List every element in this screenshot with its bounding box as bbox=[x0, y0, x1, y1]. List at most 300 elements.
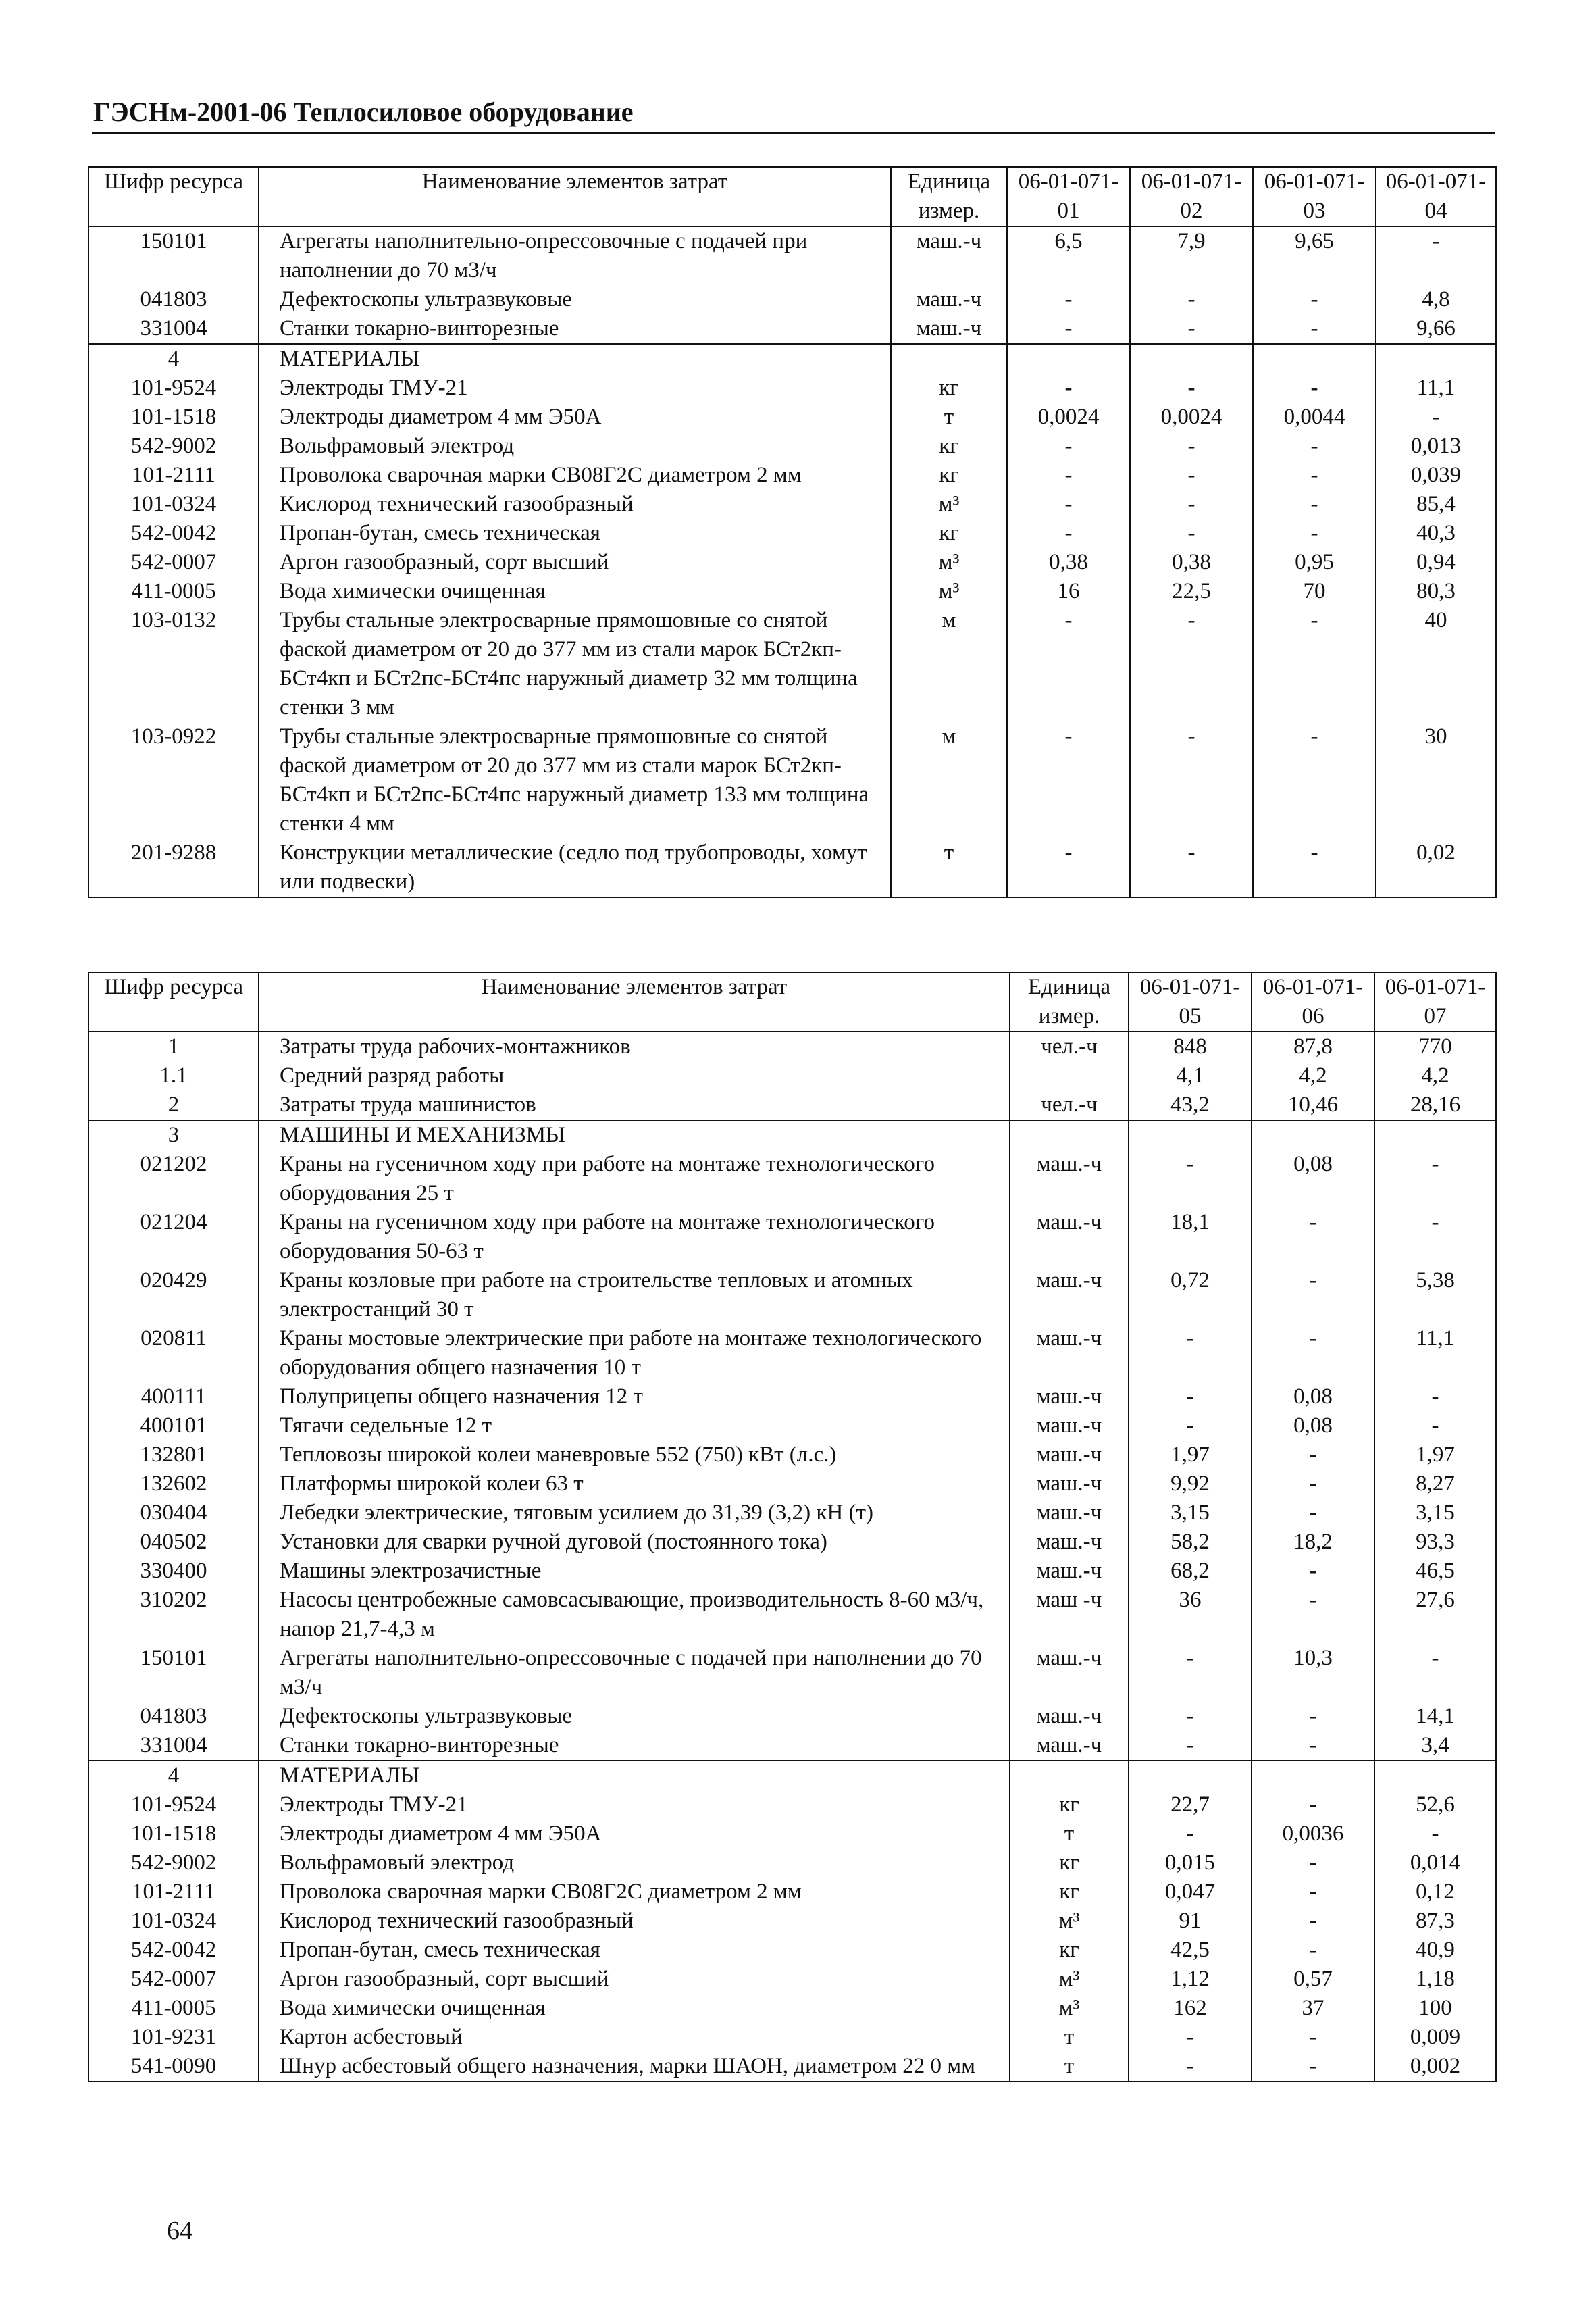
resource-name: Аргон газообразный, сорт высший bbox=[259, 548, 891, 577]
value-cell: 91 bbox=[1129, 1907, 1252, 1936]
table-row bbox=[88, 1499, 1496, 1528]
resource-code: 542-0042 bbox=[88, 1936, 259, 1965]
header-col-4: 06-01-071-04 bbox=[1376, 167, 1496, 226]
value-cell: - bbox=[1252, 2052, 1374, 2082]
value-cell: - bbox=[1252, 1936, 1374, 1965]
value-cell: - bbox=[1130, 838, 1253, 897]
resource-name: Конструкции металлические (седло под трубопроводы, хомут или подвески) bbox=[259, 838, 891, 897]
resource-code: 310202 bbox=[88, 1586, 259, 1644]
value-cell: 0,72 bbox=[1129, 1266, 1252, 1324]
header-col-6: 06-01-071-06 bbox=[1252, 972, 1374, 1032]
value-cell: - bbox=[1252, 1557, 1374, 1586]
value-cell: - bbox=[1253, 374, 1376, 403]
value-cell: - bbox=[1252, 1324, 1374, 1382]
table-row bbox=[88, 1208, 1496, 1266]
resource-name: Агрегаты наполнительно-опрессовочные с подачей при наполнении до 70 м3/ч bbox=[259, 226, 891, 285]
resource-code: 101-1518 bbox=[88, 1819, 259, 1848]
value-cell: - bbox=[1252, 1702, 1374, 1731]
value-cell: - bbox=[1253, 314, 1376, 344]
value-cell: - bbox=[1252, 1499, 1374, 1528]
value-cell: - bbox=[1130, 314, 1253, 344]
table-row bbox=[88, 1644, 1496, 1702]
value-cell: - bbox=[1374, 1644, 1496, 1702]
value-cell: 93,3 bbox=[1374, 1528, 1496, 1557]
value-cell bbox=[1253, 344, 1376, 374]
unit: кг bbox=[891, 519, 1007, 548]
table-row bbox=[88, 1150, 1496, 1208]
value-cell: - bbox=[1253, 432, 1376, 461]
value-cell: 3,4 bbox=[1374, 1731, 1496, 1761]
value-cell: - bbox=[1253, 838, 1376, 897]
unit: т bbox=[1010, 2023, 1129, 2052]
unit: маш.-ч bbox=[891, 226, 1007, 285]
value-cell: - bbox=[1374, 1382, 1496, 1411]
unit: т bbox=[1010, 2052, 1129, 2082]
table-row bbox=[88, 1411, 1496, 1440]
value-cell bbox=[1129, 1120, 1252, 1150]
table-row bbox=[88, 1090, 1496, 1120]
resource-table-2 bbox=[88, 972, 1497, 2082]
table-row bbox=[88, 1557, 1496, 1586]
value-cell: - bbox=[1130, 490, 1253, 519]
unit: кг bbox=[891, 374, 1007, 403]
value-cell: - bbox=[1130, 519, 1253, 548]
resource-code: 020429 bbox=[88, 1266, 259, 1324]
table-row bbox=[88, 1440, 1496, 1469]
header-col-1: 06-01-071-01 bbox=[1007, 167, 1130, 226]
value-cell: 18,1 bbox=[1129, 1208, 1252, 1266]
unit: маш.-ч bbox=[1010, 1382, 1129, 1411]
value-cell bbox=[1007, 344, 1130, 374]
value-cell: 36 bbox=[1129, 1586, 1252, 1644]
resource-name: Краны на гусеничном ходу при работе на монтаже технологического оборудования 50-63 т bbox=[259, 1208, 1010, 1266]
value-cell: 0,02 bbox=[1376, 838, 1496, 897]
table-row bbox=[88, 519, 1496, 548]
resource-name: Затраты труда машинистов bbox=[259, 1090, 1010, 1120]
value-cell: 1,12 bbox=[1129, 1965, 1252, 1994]
resource-name: Станки токарно-винторезные bbox=[259, 314, 891, 344]
value-cell: 42,5 bbox=[1129, 1936, 1252, 1965]
value-cell: 85,4 bbox=[1376, 490, 1496, 519]
value-cell: - bbox=[1129, 1324, 1252, 1382]
resource-name: Электроды ТМУ-21 bbox=[259, 1790, 1010, 1819]
value-cell: - bbox=[1130, 606, 1253, 722]
header-unit: Единица измер. bbox=[1010, 972, 1129, 1032]
resource-name: Насосы центробежные самовсасывающие, производительность 8-60 м3/ч, напор 21,7-4,3 м bbox=[259, 1586, 1010, 1644]
table-row bbox=[88, 1032, 1496, 1061]
table-row bbox=[88, 314, 1496, 344]
value-cell: 0,08 bbox=[1252, 1382, 1374, 1411]
unit: маш.-ч bbox=[1010, 1644, 1129, 1702]
value-cell: - bbox=[1252, 1208, 1374, 1266]
resource-name: Вольфрамовый электрод bbox=[259, 1848, 1010, 1878]
table-row bbox=[88, 838, 1496, 897]
unit: маш.-ч bbox=[1010, 1499, 1129, 1528]
resource-code: 542-0007 bbox=[88, 1965, 259, 1994]
resource-name: Кислород технический газообразный bbox=[259, 490, 891, 519]
value-cell: - bbox=[1253, 490, 1376, 519]
value-cell: 37 bbox=[1252, 1994, 1374, 2023]
resource-name: Лебедки электрические, тяговым усилием до 31,39 (3,2) кН (т) bbox=[259, 1499, 1010, 1528]
table-row bbox=[88, 1965, 1496, 1994]
value-cell bbox=[1129, 1761, 1252, 1790]
table-row bbox=[88, 1994, 1496, 2023]
unit: маш.-ч bbox=[891, 285, 1007, 314]
resource-name: Электроды диаметром 4 мм Э50А bbox=[259, 1819, 1010, 1848]
table-row bbox=[88, 1266, 1496, 1324]
value-cell: 0,38 bbox=[1130, 548, 1253, 577]
value-cell: 0,38 bbox=[1007, 548, 1130, 577]
value-cell: 0,0036 bbox=[1252, 1819, 1374, 1848]
resource-code: 4 bbox=[88, 344, 259, 374]
resource-code: 030404 bbox=[88, 1499, 259, 1528]
unit: маш.-ч bbox=[1010, 1702, 1129, 1731]
resource-code: 331004 bbox=[88, 314, 259, 344]
resource-code: 4 bbox=[88, 1761, 259, 1790]
value-cell: - bbox=[1130, 285, 1253, 314]
value-cell: 0,009 bbox=[1374, 2023, 1496, 2052]
resource-name: Затраты труда рабочих-монтажников bbox=[259, 1032, 1010, 1061]
unit: м³ bbox=[891, 577, 1007, 606]
resource-name: Картон асбестовый bbox=[259, 2023, 1010, 2052]
header-name: Наименование элементов затрат bbox=[259, 972, 1010, 1032]
unit: кг bbox=[891, 461, 1007, 490]
value-cell: 87,8 bbox=[1252, 1032, 1374, 1061]
value-cell: - bbox=[1253, 606, 1376, 722]
resource-name: Тепловозы широкой колеи маневровые 552 (750) кВт (л.с.) bbox=[259, 1440, 1010, 1469]
page-header: ГЭСНм-2001-06 Теплосиловое оборудование bbox=[93, 97, 634, 127]
table-row bbox=[88, 1848, 1496, 1878]
value-cell: 162 bbox=[1129, 1994, 1252, 2023]
resource-name: Установки для сварки ручной дуговой (постоянного тока) bbox=[259, 1528, 1010, 1557]
value-cell: - bbox=[1376, 226, 1496, 285]
resource-code: 3 bbox=[88, 1120, 259, 1150]
value-cell: 1,18 bbox=[1374, 1965, 1496, 1994]
value-cell: - bbox=[1129, 2052, 1252, 2082]
value-cell bbox=[1376, 344, 1496, 374]
resource-code: 021204 bbox=[88, 1208, 259, 1266]
table-row bbox=[88, 490, 1496, 519]
resource-code: 040502 bbox=[88, 1528, 259, 1557]
value-cell: 14,1 bbox=[1374, 1702, 1496, 1731]
value-cell: - bbox=[1376, 403, 1496, 432]
value-cell: - bbox=[1374, 1411, 1496, 1440]
value-cell: 18,2 bbox=[1252, 1528, 1374, 1557]
unit: м³ bbox=[1010, 1994, 1129, 2023]
resource-code: 1 bbox=[88, 1032, 259, 1061]
value-cell: 9,66 bbox=[1376, 314, 1496, 344]
value-cell: - bbox=[1129, 1150, 1252, 1208]
value-cell: - bbox=[1007, 838, 1130, 897]
table-row bbox=[88, 403, 1496, 432]
value-cell: 1,97 bbox=[1374, 1440, 1496, 1469]
header-col-2: 06-01-071-02 bbox=[1130, 167, 1253, 226]
section-title: МАТЕРИАЛЫ bbox=[259, 344, 891, 374]
value-cell: - bbox=[1007, 314, 1130, 344]
unit: кг bbox=[1010, 1790, 1129, 1819]
value-cell: 11,1 bbox=[1376, 374, 1496, 403]
resource-name: Вода химически очищенная bbox=[259, 1994, 1010, 2023]
unit bbox=[1010, 1120, 1129, 1150]
value-cell bbox=[1374, 1761, 1496, 1790]
value-cell: - bbox=[1130, 722, 1253, 838]
resource-code: 101-2111 bbox=[88, 461, 259, 490]
value-cell: - bbox=[1252, 2023, 1374, 2052]
resource-code: 411-0005 bbox=[88, 1994, 259, 2023]
value-cell: 22,5 bbox=[1130, 577, 1253, 606]
resource-name: Аргон газообразный, сорт высший bbox=[259, 1965, 1010, 1994]
section-row bbox=[88, 1761, 1496, 1790]
value-cell: 46,5 bbox=[1374, 1557, 1496, 1586]
unit: маш.-ч bbox=[1010, 1557, 1129, 1586]
value-cell: 68,2 bbox=[1129, 1557, 1252, 1586]
value-cell: - bbox=[1252, 1586, 1374, 1644]
table-row bbox=[88, 1528, 1496, 1557]
unit: маш.-ч bbox=[1010, 1440, 1129, 1469]
value-cell: - bbox=[1253, 519, 1376, 548]
value-cell: 0,0024 bbox=[1130, 403, 1253, 432]
value-cell: - bbox=[1252, 1266, 1374, 1324]
table-row bbox=[88, 1936, 1496, 1965]
table-row bbox=[88, 2023, 1496, 2052]
value-cell: - bbox=[1007, 606, 1130, 722]
section-row bbox=[88, 1120, 1496, 1150]
table-row bbox=[88, 374, 1496, 403]
unit: маш.-ч bbox=[891, 314, 1007, 344]
resource-code: 132602 bbox=[88, 1469, 259, 1499]
value-cell: - bbox=[1253, 722, 1376, 838]
value-cell: 8,27 bbox=[1374, 1469, 1496, 1499]
resource-name: Электроды диаметром 4 мм Э50А bbox=[259, 403, 891, 432]
table-row bbox=[88, 226, 1496, 285]
resource-code: 400111 bbox=[88, 1382, 259, 1411]
value-cell: - bbox=[1252, 1907, 1374, 1936]
resource-name: Электроды ТМУ-21 bbox=[259, 374, 891, 403]
value-cell: - bbox=[1253, 461, 1376, 490]
value-cell: 0,08 bbox=[1252, 1411, 1374, 1440]
resource-name: Дефектоскопы ультразвуковые bbox=[259, 1702, 1010, 1731]
value-cell: - bbox=[1007, 722, 1130, 838]
value-cell: - bbox=[1007, 374, 1130, 403]
resource-code: 103-0922 bbox=[88, 722, 259, 838]
unit: м³ bbox=[1010, 1907, 1129, 1936]
resource-code: 101-9231 bbox=[88, 2023, 259, 2052]
resource-name: Тягачи седельные 12 т bbox=[259, 1411, 1010, 1440]
value-cell: 40,3 bbox=[1376, 519, 1496, 548]
value-cell: - bbox=[1007, 285, 1130, 314]
value-cell: 0,002 bbox=[1374, 2052, 1496, 2082]
resource-code: 021202 bbox=[88, 1150, 259, 1208]
value-cell: - bbox=[1007, 461, 1130, 490]
value-cell: - bbox=[1130, 432, 1253, 461]
value-cell: 3,15 bbox=[1129, 1499, 1252, 1528]
table-row bbox=[88, 1382, 1496, 1411]
resource-name: Краны мостовые электрические при работе на монтаже технологического оборудования общего назначения 10 т bbox=[259, 1324, 1010, 1382]
unit: т bbox=[1010, 1819, 1129, 1848]
table-row bbox=[88, 461, 1496, 490]
table-row bbox=[88, 722, 1496, 838]
resource-name: Платформы широкой колеи 63 т bbox=[259, 1469, 1010, 1499]
resource-code: 150101 bbox=[88, 1644, 259, 1702]
unit bbox=[1010, 1761, 1129, 1790]
resource-code: 542-9002 bbox=[88, 1848, 259, 1878]
unit: маш.-ч bbox=[1010, 1731, 1129, 1761]
value-cell: 0,014 bbox=[1374, 1848, 1496, 1878]
resource-code: 331004 bbox=[88, 1731, 259, 1761]
unit: маш.-ч bbox=[1010, 1528, 1129, 1557]
value-cell: 5,38 bbox=[1374, 1266, 1496, 1324]
resource-name: Трубы стальные электросварные прямошовные со снятой фаской диаметром от 20 до 377 мм из стали марок БСт2кп-БСт4кп и БСт2пс-БСт4пс наружный диаметр 133 мм толщина стенки 4 мм bbox=[259, 722, 891, 838]
table-row bbox=[88, 1731, 1496, 1761]
resource-code: 101-9524 bbox=[88, 374, 259, 403]
resource-code: 101-0324 bbox=[88, 1907, 259, 1936]
unit: кг bbox=[1010, 1848, 1129, 1878]
unit: кг bbox=[1010, 1936, 1129, 1965]
header-code: Шифр ресурса bbox=[88, 972, 259, 1032]
value-cell: 28,16 bbox=[1374, 1090, 1496, 1120]
table-row bbox=[88, 2052, 1496, 2082]
section-row bbox=[88, 344, 1496, 374]
resource-code: 2 bbox=[88, 1090, 259, 1120]
value-cell: 52,6 bbox=[1374, 1790, 1496, 1819]
page-number: 64 bbox=[167, 2217, 192, 2245]
resource-code: 101-2111 bbox=[88, 1878, 259, 1907]
value-cell: - bbox=[1130, 461, 1253, 490]
value-cell: - bbox=[1252, 1878, 1374, 1907]
resource-code: 1.1 bbox=[88, 1061, 259, 1090]
value-cell: 40 bbox=[1376, 606, 1496, 722]
resource-name: Краны козловые при работе на строительстве тепловых и атомных электростанций 30 т bbox=[259, 1266, 1010, 1324]
value-cell: 10,46 bbox=[1252, 1090, 1374, 1120]
resource-code: 542-0042 bbox=[88, 519, 259, 548]
table-row bbox=[88, 432, 1496, 461]
table-row bbox=[88, 285, 1496, 314]
unit: маш.-ч bbox=[1010, 1324, 1129, 1382]
value-cell: 100 bbox=[1374, 1994, 1496, 2023]
value-cell: - bbox=[1007, 519, 1130, 548]
value-cell: - bbox=[1129, 1382, 1252, 1411]
value-cell: 6,5 bbox=[1007, 226, 1130, 285]
resource-name: Вода химически очищенная bbox=[259, 577, 891, 606]
unit: кг bbox=[1010, 1878, 1129, 1907]
value-cell: 11,1 bbox=[1374, 1324, 1496, 1382]
header-col-5: 06-01-071-05 bbox=[1129, 972, 1252, 1032]
value-cell: 3,15 bbox=[1374, 1499, 1496, 1528]
table-row bbox=[88, 1702, 1496, 1731]
header-col-7: 06-01-071-07 bbox=[1374, 972, 1496, 1032]
value-cell: 87,3 bbox=[1374, 1907, 1496, 1936]
value-cell: - bbox=[1374, 1150, 1496, 1208]
table-row bbox=[88, 1469, 1496, 1499]
value-cell: - bbox=[1252, 1848, 1374, 1878]
value-cell: 0,08 bbox=[1252, 1150, 1374, 1208]
unit: т bbox=[891, 838, 1007, 897]
unit: т bbox=[891, 403, 1007, 432]
value-cell: 0,039 bbox=[1376, 461, 1496, 490]
resource-code: 330400 bbox=[88, 1557, 259, 1586]
value-cell: - bbox=[1253, 285, 1376, 314]
value-cell: 9,92 bbox=[1129, 1469, 1252, 1499]
resource-code: 400101 bbox=[88, 1411, 259, 1440]
table-row bbox=[88, 1819, 1496, 1848]
value-cell bbox=[1374, 1120, 1496, 1150]
value-cell: - bbox=[1007, 432, 1130, 461]
resource-code: 132801 bbox=[88, 1440, 259, 1469]
table-row bbox=[88, 1061, 1496, 1090]
resource-code: 103-0132 bbox=[88, 606, 259, 722]
value-cell: 0,57 bbox=[1252, 1965, 1374, 1994]
value-cell: - bbox=[1129, 1411, 1252, 1440]
resource-name: Краны на гусеничном ходу при работе на монтаже технологического оборудования 25 т bbox=[259, 1150, 1010, 1208]
value-cell: 4,8 bbox=[1376, 285, 1496, 314]
value-cell: 770 bbox=[1374, 1032, 1496, 1061]
value-cell: 43,2 bbox=[1129, 1090, 1252, 1120]
resource-code: 542-9002 bbox=[88, 432, 259, 461]
unit: м³ bbox=[1010, 1965, 1129, 1994]
resource-code: 041803 bbox=[88, 285, 259, 314]
resource-name: Пропан-бутан, смесь техническая bbox=[259, 519, 891, 548]
unit: м bbox=[891, 606, 1007, 722]
unit: маш.-ч bbox=[1010, 1266, 1129, 1324]
value-cell: - bbox=[1374, 1819, 1496, 1848]
value-cell: - bbox=[1129, 1731, 1252, 1761]
value-cell: 9,65 bbox=[1253, 226, 1376, 285]
unit: кг bbox=[891, 432, 1007, 461]
resource-name: Проволока сварочная марки СВ08Г2С диаметром 2 мм bbox=[259, 1878, 1010, 1907]
value-cell: 22,7 bbox=[1129, 1790, 1252, 1819]
value-cell: 0,94 bbox=[1376, 548, 1496, 577]
resource-code: 411-0005 bbox=[88, 577, 259, 606]
value-cell: - bbox=[1129, 1644, 1252, 1702]
value-cell: - bbox=[1252, 1469, 1374, 1499]
value-cell: - bbox=[1129, 1702, 1252, 1731]
resource-name: Трубы стальные электросварные прямошовные со снятой фаской диаметром от 20 до 377 мм из стали марок БСт2кп-БСт4кп и БСт2пс-БСт4пс наружный диаметр 32 мм толщина стенки 3 мм bbox=[259, 606, 891, 722]
resource-name: Машины электрозачистные bbox=[259, 1557, 1010, 1586]
unit: чел.-ч bbox=[1010, 1090, 1129, 1120]
resource-name: Пропан-бутан, смесь техническая bbox=[259, 1936, 1010, 1965]
value-cell: 70 bbox=[1253, 577, 1376, 606]
section-title: МАТЕРИАЛЫ bbox=[259, 1761, 1010, 1790]
resource-code: 201-9288 bbox=[88, 838, 259, 897]
resource-name: Агрегаты наполнительно-опрессовочные с подачей при наполнении до 70 м3/ч bbox=[259, 1644, 1010, 1702]
table-row bbox=[88, 606, 1496, 722]
unit bbox=[1010, 1061, 1129, 1090]
unit: чел.-ч bbox=[1010, 1032, 1129, 1061]
value-cell: 30 bbox=[1376, 722, 1496, 838]
unit: м³ bbox=[891, 548, 1007, 577]
value-cell: 0,013 bbox=[1376, 432, 1496, 461]
unit bbox=[891, 344, 1007, 374]
value-cell: - bbox=[1252, 1790, 1374, 1819]
section-title: МАШИНЫ И МЕХАНИЗМЫ bbox=[259, 1120, 1010, 1150]
value-cell: - bbox=[1374, 1208, 1496, 1266]
unit: маш.-ч bbox=[1010, 1150, 1129, 1208]
value-cell: 7,9 bbox=[1130, 226, 1253, 285]
value-cell: 0,95 bbox=[1253, 548, 1376, 577]
resource-name: Вольфрамовый электрод bbox=[259, 432, 891, 461]
value-cell: 58,2 bbox=[1129, 1528, 1252, 1557]
resource-name: Шнур асбестовый общего назначения, марки ШАОН, диаметром 22 0 мм bbox=[259, 2052, 1010, 2082]
value-cell: - bbox=[1007, 490, 1130, 519]
unit: маш.-ч bbox=[1010, 1208, 1129, 1266]
value-cell: 10,3 bbox=[1252, 1644, 1374, 1702]
resource-code: 101-0324 bbox=[88, 490, 259, 519]
unit: маш.-ч bbox=[1010, 1411, 1129, 1440]
value-cell: 0,015 bbox=[1129, 1848, 1252, 1878]
resource-name: Проволока сварочная марки СВ08Г2С диаметром 2 мм bbox=[259, 461, 891, 490]
value-cell: 0,12 bbox=[1374, 1878, 1496, 1907]
table-row bbox=[88, 1790, 1496, 1819]
